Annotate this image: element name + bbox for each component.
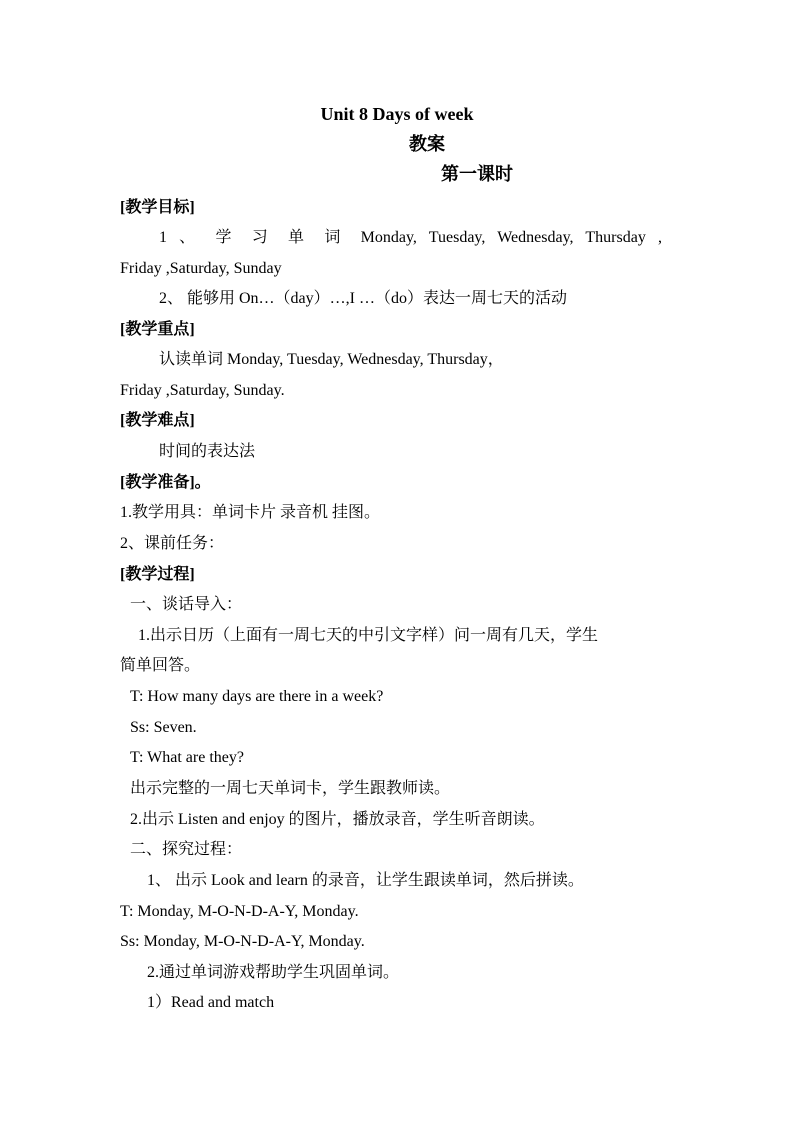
objective-1-line-1: 1 、 学 习 单 词 Monday, Tuesday, Wednesday, Thursday , — [159, 229, 662, 246]
step-2-item-1: 1、 出示 Look and learn 的录音，让学生跟读单词，然后拼读。 — [147, 872, 584, 889]
process-heading: [教学过程] — [120, 566, 195, 583]
document-subtitle: 教案 — [409, 134, 445, 154]
keypoints-line-1: 认读单词 Monday, Tuesday, Wednesday, Thursday， — [159, 351, 504, 368]
difficulties-text: 时间的表达法 — [159, 443, 256, 460]
step-1-heading: 一、谈话导入： — [130, 596, 243, 613]
preparation-item-2: 2、课前任务： — [120, 535, 225, 552]
step-1-note: 出示完整的一周七天单词卡，学生跟教师读。 — [130, 780, 451, 797]
dialogue-line-3: T: What are they? — [130, 749, 244, 766]
difficulties-heading: [教学难点] — [120, 412, 195, 429]
step-1-item-1-line-2: 简单回答。 — [120, 657, 201, 674]
preparation-item-1: 1.教学用具：单词卡片 录音机 挂图。 — [120, 504, 381, 521]
dialogue-line-2: Ss: Seven. — [130, 719, 197, 736]
step-2-heading: 二、探究过程： — [130, 841, 243, 858]
preparation-heading: [教学准备]。 — [120, 474, 211, 491]
dialogue-line-1: T: How many days are there in a week? — [130, 688, 384, 705]
objective-1-line-2: Friday ,Saturday, Sunday — [120, 260, 282, 277]
objectives-heading: [教学目标] — [120, 199, 195, 216]
step-1-item-1-line-1: 1.出示日历（上面有一周七天的中引文字样）问一周有几天，学生 — [138, 627, 599, 644]
dialogue-line-5: Ss: Monday, M-O-N-D-A-Y, Monday. — [120, 933, 365, 950]
keypoints-heading: [教学重点] — [120, 321, 195, 338]
dialogue-line-4: T: Monday, M-O-N-D-A-Y, Monday. — [120, 903, 359, 920]
keypoints-line-2: Friday ,Saturday, Sunday. — [120, 382, 285, 399]
document-title: Unit 8 Days of week — [320, 104, 474, 124]
step-1-item-2: 2.出示 Listen and enjoy 的图片，播放录音，学生听音朗读。 — [130, 811, 545, 828]
objective-2: 2、 能够用 On…（day）…,I …（do）表达一周七天的活动 — [159, 290, 567, 307]
lesson-label: 第一课时 — [441, 164, 513, 184]
step-2-item-2-sub-1: 1）Read and match — [147, 994, 275, 1011]
step-2-item-2: 2.通过单词游戏帮助学生巩固单词。 — [147, 964, 400, 981]
